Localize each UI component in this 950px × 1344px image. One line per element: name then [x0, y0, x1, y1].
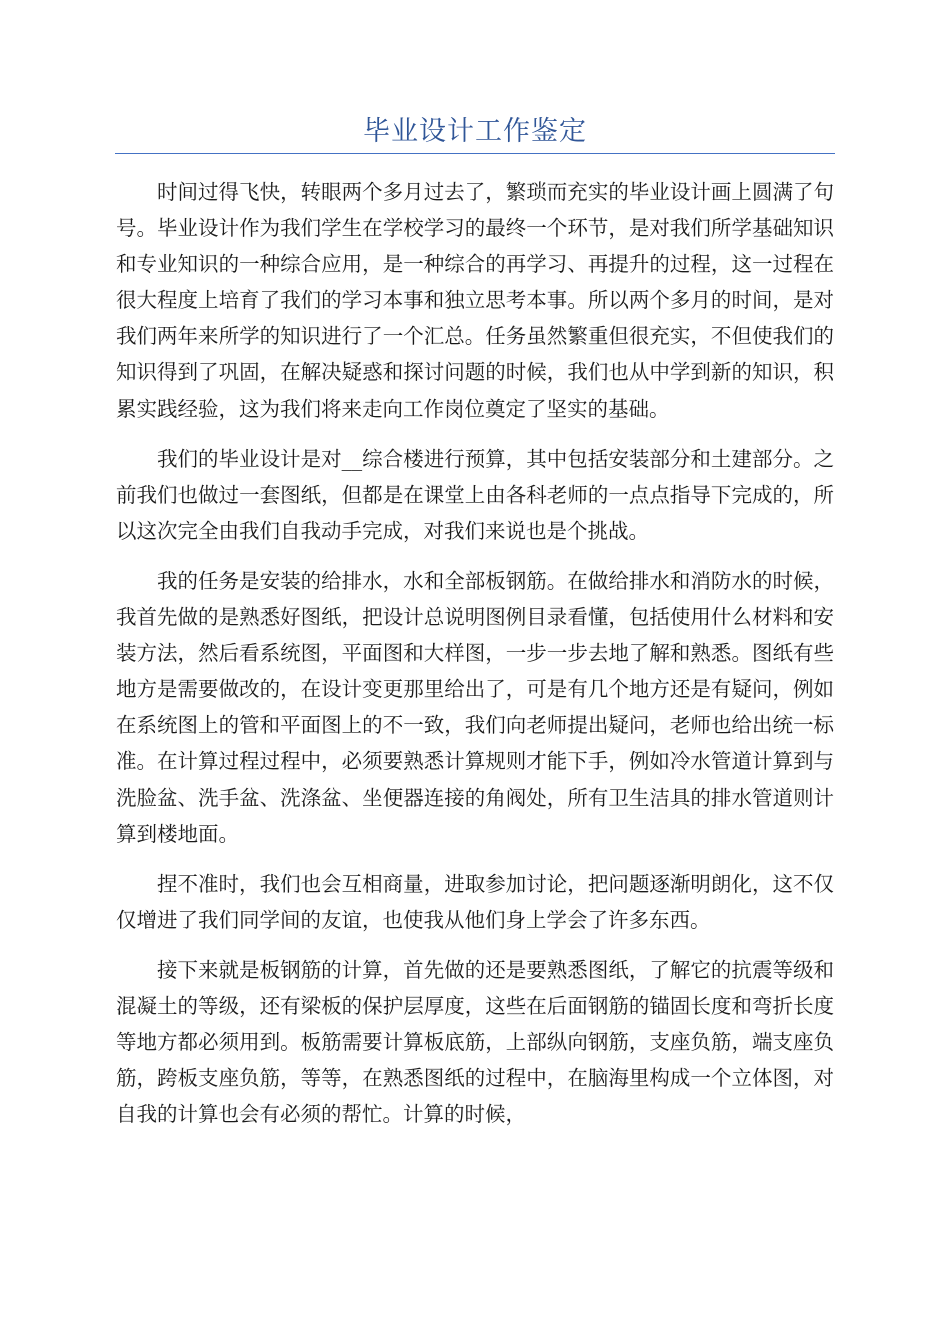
body-paragraph-3: 我的任务是安装的给排水，水和全部板钢筋。在做给排水和消防水的时候，我首先做的是熟悉好图纸，把设计总说明图例目录看懂，包括使用什么材料和安装方法，然后看系统图，平面图和大样图，一步一步去地了解和熟悉。图纸有些地方是需要做改的，在设计变更那里给出了，可是有几个地方还是有疑问，例如在系统图上的管和平面图上的不一致，我们向老师提出疑问，老师也给出统一标准。在计算过程过程中，必须要熟悉计算规则才能下手，例如冷水管道计算到与洗脸盆、洗手盆、洗涤盆、坐便器连接的角阀处，所有卫生洁具的排水管道则计算到楼地面。: [116, 568, 834, 846]
body-paragraph-2: 我们的毕业设计是对__综合楼进行预算，其中包括安装部分和土建部分。之前我们也做过一套图纸，但都是在课堂上由各科老师的一点点指导下完成的，所以这次完全由我们自我动手完成，对我们来说也是个挑战。: [116, 446, 834, 543]
body-paragraph-5: 接下来就是板钢筋的计算，首先做的还是要熟悉图纸，了解它的抗震等级和混凝土的等级，还有梁板的保护层厚度，这些在后面钢筋的锚固长度和弯折长度等地方都必须用到。板筋需要计算板底筋，上部纵向钢筋，支座负筋，端支座负筋，跨板支座负筋，等等，在熟悉图纸的过程中，在脑海里构成一个立体图，对自我的计算也会有必须的帮忙。计算的时候，: [116, 957, 834, 1127]
document-body: [116, 174, 834, 1146]
title-underline-divider: [115, 153, 835, 154]
document-title: 毕业设计工作鉴定: [363, 116, 587, 147]
body-paragraph-1: 时间过得飞快，转眼两个多月过去了，繁琐而充实的毕业设计画上圆满了句号。毕业设计作为我们学生在学校学习的最终一个环节，是对我们所学基础知识和专业知识的一种综合应用，是一种综合的再学习、再提升的过程，这一过程在很大程度上培育了我们的学习本事和独立思考本事。所以两个多月的时间，是对我们两年来所学的知识进行了一个汇总。任务虽然繁重但很充实，不但使我们的知识得到了巩固，在解决疑惑和探讨问题的时候，我们也从中学到新的知识，积累实践经验，这为我们将来走向工作岗位奠定了坚实的基础。: [116, 180, 834, 421]
body-paragraph-4: 捏不准时，我们也会互相商量，进取参加讨论，把问题逐渐明朗化，这不仅仅增进了我们同学间的友谊，也使我从他们身上学会了许多东西。: [116, 871, 834, 932]
